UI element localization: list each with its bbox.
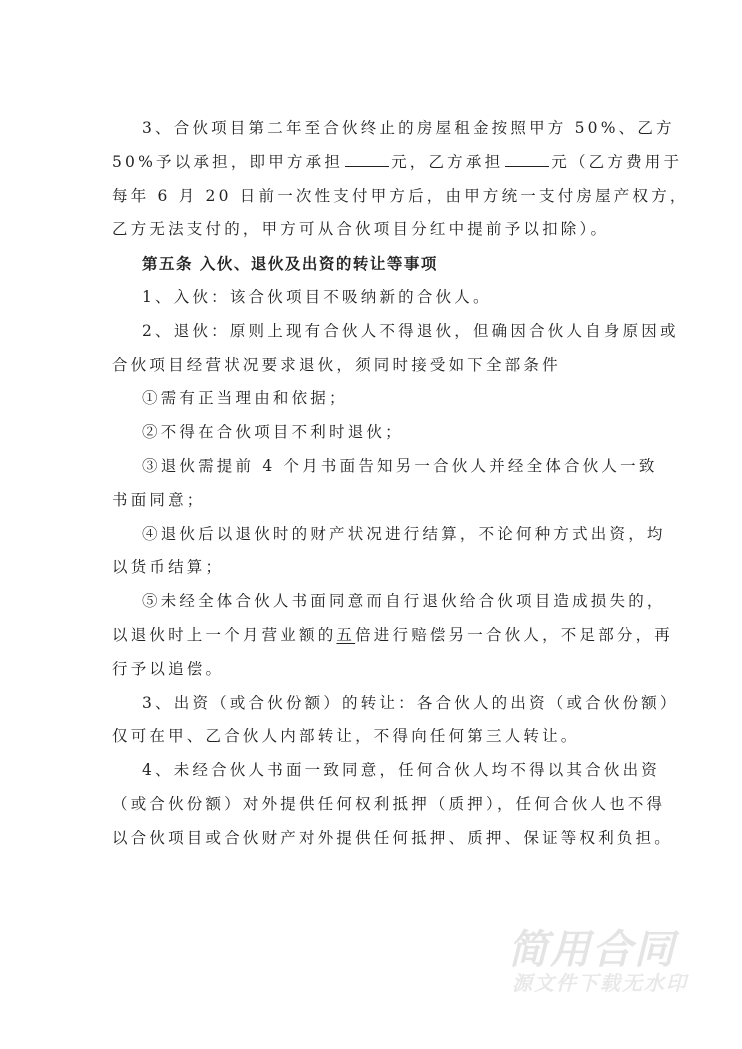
para3-line4: 乙方无法支付的，甲方可从合伙项目分红中提前予以扣除）。 bbox=[112, 220, 610, 239]
multiplier-underlined: 五 bbox=[336, 625, 356, 644]
condition-4-line1: ④退伙后以退伙时的财产状况进行结算，不论何种方式出资，均 bbox=[142, 524, 666, 543]
para3-line2-text-a: 50%予以承担，即甲方承担 bbox=[112, 152, 344, 171]
para3-line2-text-c: 元（乙方费用于 bbox=[551, 152, 683, 171]
item3-line1: 3、出资（或合伙份额）的转让：各合伙人的出资（或合伙份额） bbox=[142, 693, 679, 712]
condition-2: ②不得在合伙项目不利时退伙； bbox=[142, 423, 404, 442]
para3-line2-text-b: 元，乙方承担 bbox=[391, 152, 504, 171]
condition-5-line3: 行予以追偿。 bbox=[112, 659, 225, 678]
para3-line2 bbox=[112, 146, 683, 180]
condition-3-line2: 书面同意； bbox=[112, 490, 206, 509]
article5-heading: 第五条 入伙、退伙及出资的转让等事项 bbox=[142, 254, 438, 274]
item2-line2: 合伙项目经营状况要求退伙，须同时接受如下全部条件 bbox=[112, 355, 561, 374]
condition-5-text-b: 倍进行赔偿另一合伙人，不足部分，再 bbox=[355, 625, 674, 644]
watermark-title: 简用合同 bbox=[508, 927, 676, 973]
document-body bbox=[112, 112, 689, 856]
amount-blank-party-a bbox=[345, 152, 389, 167]
condition-5-line2 bbox=[112, 619, 674, 653]
item3-line2: 仅可在甲、乙合伙人内部转让，不得向任何第三人转让。 bbox=[112, 727, 580, 746]
condition-5-line1: ⑤未经全体合伙人书面同意而自行退伙给合伙项目造成损失的， bbox=[142, 592, 666, 611]
item4-line1: 4、未经合伙人书面一致同意，任何合伙人均不得以其合伙出资 bbox=[142, 761, 660, 780]
item4-line3: 以合伙项目或合伙财产对外提供任何抵押、质押、保证等权利负担。 bbox=[112, 828, 674, 847]
condition-4-line2: 以货币结算； bbox=[112, 558, 225, 577]
para3-line1: 3、合伙项目第二年至合伙终止的房屋租金按照甲方 50%、乙方 bbox=[142, 119, 675, 137]
watermark-subtitle: 源文件下载无水印 bbox=[512, 971, 688, 995]
amount-blank-party-b bbox=[505, 152, 549, 167]
condition-3-line1: ③退伙需提前 4 个月书面告知另一合伙人并经全体合伙人一致 bbox=[142, 456, 658, 475]
condition-5-text-a: 以退伙时上一个月营业额的 bbox=[112, 625, 337, 644]
item1-join: 1、入伙：该合伙项目不吸纳新的合伙人。 bbox=[142, 287, 492, 306]
item2-line1: 2、退伙：原则上现有合伙人不得退伙，但确因合伙人自身原因或 bbox=[142, 321, 679, 340]
condition-1: ①需有正当理由和依据； bbox=[142, 389, 348, 408]
item4-line2: （或合伙份额）对外提供任何权利抵押（质押），任何合伙人也不得 bbox=[112, 794, 666, 813]
para3-line3: 每年 6 月 20 日前一次性支付甲方后，由甲方统一支付房屋产权方， bbox=[112, 186, 689, 205]
